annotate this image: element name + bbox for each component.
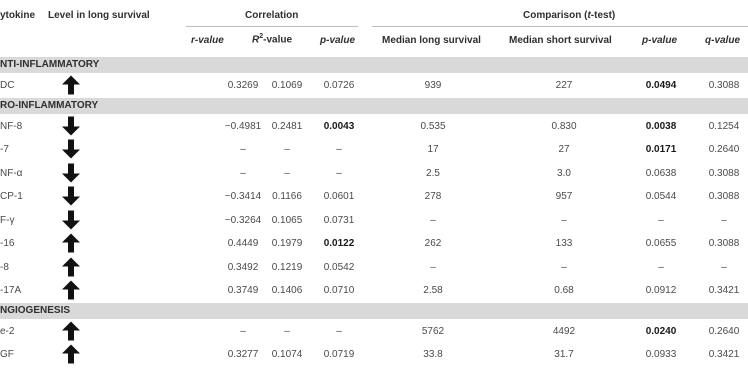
cell-q-value: 0.3088 xyxy=(708,80,740,91)
header-cytokine: ytokine xyxy=(0,10,36,21)
cell-median-short: 3.0 xyxy=(557,167,571,179)
header-q-value: q-value xyxy=(705,35,741,46)
cell-q-value: 0.3088 xyxy=(708,238,740,249)
arrow-up-icon xyxy=(62,257,80,277)
cell-p-value-corr: 0.0731 xyxy=(323,214,355,226)
cell-p-value-comp: – xyxy=(658,214,664,226)
arrow-up-icon xyxy=(62,233,80,253)
arrow-up-icon xyxy=(62,321,80,341)
arrow-down-icon xyxy=(62,186,80,206)
cell-r2-value: – xyxy=(284,167,290,179)
cell-median-short: 31.7 xyxy=(554,349,574,360)
cell-p-value-comp: 0.0240 xyxy=(645,325,677,337)
cell-q-value: – xyxy=(721,214,727,226)
cell-median-long: 17 xyxy=(427,144,439,155)
section-header xyxy=(0,98,748,114)
section-title: NGIOGENESIS xyxy=(0,304,71,316)
cell-p-value-comp: 0.0544 xyxy=(645,191,677,202)
cell-q-value: – xyxy=(721,261,727,273)
cell-p-value-corr: – xyxy=(336,325,342,337)
cell-median-long: 33.8 xyxy=(423,349,443,360)
cell-r-value: – xyxy=(240,325,246,337)
cell-median-short: 4492 xyxy=(552,325,576,337)
cell-r2-value: 0.1219 xyxy=(271,261,303,273)
table-row xyxy=(0,343,748,366)
cell-r-value: 0.4449 xyxy=(227,238,259,249)
cell-median-long: – xyxy=(430,214,436,226)
cell-r-value: −0.3414 xyxy=(224,191,262,202)
cell-r-value: 0.3269 xyxy=(227,80,259,91)
cell-cytokine: NF-8 xyxy=(0,120,23,132)
table-row xyxy=(0,320,748,343)
table-row xyxy=(0,115,748,138)
header-r2-value: $R^2$-value xyxy=(252,33,293,46)
header-median-long: Median long survival xyxy=(382,35,481,46)
header-correlation: Correlation xyxy=(245,10,299,21)
arrow-down-icon xyxy=(62,210,80,230)
table-row xyxy=(0,209,748,232)
section-header xyxy=(0,57,748,73)
cell-cytokine: GF xyxy=(0,349,14,360)
table-row xyxy=(0,279,748,302)
cell-median-long: 0.535 xyxy=(420,120,446,132)
cell-median-long: 2.58 xyxy=(423,285,443,296)
cell-r2-value: 0.1166 xyxy=(272,191,302,202)
cell-p-value-comp: 0.0494 xyxy=(645,80,677,91)
header-median-short: Median short survival xyxy=(509,35,612,46)
cell-median-long: 939 xyxy=(424,80,442,91)
cell-p-value-comp: 0.0638 xyxy=(645,167,677,179)
cell-cytokine: e-2 xyxy=(0,325,15,337)
cell-q-value: 0.2640 xyxy=(708,325,740,337)
cell-q-value: 0.3088 xyxy=(708,167,740,179)
table-row xyxy=(0,138,748,161)
section-title: RO-INFLAMMATORY xyxy=(0,99,99,111)
cell-p-value-corr: 0.0601 xyxy=(323,191,355,202)
cell-q-value: 0.3421 xyxy=(708,349,740,360)
cell-cytokine: CP-1 xyxy=(0,191,23,202)
cell-median-long: 278 xyxy=(424,191,442,202)
table-row xyxy=(0,185,748,208)
cell-median-short: 27 xyxy=(558,144,570,155)
cell-p-value-corr: 0.0043 xyxy=(323,120,355,132)
cell-cytokine: -8 xyxy=(0,261,9,273)
header-p-value-comp: p-value xyxy=(642,35,678,46)
section-header xyxy=(0,303,748,319)
cell-r2-value: 0.1069 xyxy=(271,80,303,91)
section-title: NTI-INFLAMMATORY xyxy=(0,59,100,70)
header-r-value: r-value xyxy=(191,35,224,46)
cell-cytokine: -17A xyxy=(0,285,22,296)
cell-p-value-corr: 0.0719 xyxy=(323,349,355,360)
cell-median-long: 262 xyxy=(424,238,442,249)
comparison-span-rule xyxy=(372,26,748,27)
cell-p-value-corr: – xyxy=(336,167,342,179)
cell-p-value-comp: 0.0912 xyxy=(645,285,677,296)
arrow-up-icon xyxy=(62,75,80,95)
cell-q-value: 0.3088 xyxy=(708,191,740,202)
cell-cytokine: NF-α xyxy=(0,167,23,179)
table-row xyxy=(0,162,748,185)
cell-median-long: 5762 xyxy=(421,325,445,337)
arrow-up-icon xyxy=(62,344,80,364)
cell-p-value-comp: – xyxy=(658,261,664,273)
cell-r2-value: – xyxy=(284,325,290,337)
cell-r2-value: – xyxy=(284,144,290,155)
cell-p-value-corr: 0.0726 xyxy=(323,80,355,91)
cell-r2-value: 0.1979 xyxy=(271,238,303,249)
cell-r-value: – xyxy=(240,144,246,155)
arrow-up-icon xyxy=(62,280,80,300)
arrow-down-icon xyxy=(62,116,80,136)
cell-r2-value: 0.1074 xyxy=(271,349,303,360)
cell-cytokine: -16 xyxy=(0,238,15,249)
cell-median-short: 0.68 xyxy=(554,285,574,296)
cell-r-value: −0.4981 xyxy=(224,120,262,132)
cell-cytokine: DC xyxy=(0,80,15,91)
cell-median-long: – xyxy=(430,261,436,273)
cell-r-value: – xyxy=(240,167,246,179)
cell-r-value: 0.3749 xyxy=(227,285,259,296)
correlation-span-rule xyxy=(186,26,358,27)
table-row xyxy=(0,232,748,255)
cell-r-value: 0.3492 xyxy=(227,261,259,273)
cell-r2-value: 0.1065 xyxy=(271,214,303,226)
cell-r2-value: 0.2481 xyxy=(271,120,303,132)
cell-p-value-corr: 0.0710 xyxy=(323,285,355,296)
cell-median-short: – xyxy=(561,214,567,226)
cell-p-value-corr: – xyxy=(336,144,342,155)
cell-p-value-corr: 0.0122 xyxy=(323,238,355,249)
cell-median-short: – xyxy=(561,261,567,273)
cell-q-value: 0.3421 xyxy=(708,285,740,296)
cell-r-value: 0.3277 xyxy=(227,349,259,360)
cell-median-short: 133 xyxy=(555,238,573,249)
cell-r2-value: 0.1406 xyxy=(271,285,303,296)
cell-median-long: 2.5 xyxy=(426,167,440,179)
arrow-down-icon xyxy=(62,163,80,183)
cell-p-value-comp: 0.0171 xyxy=(645,144,677,155)
cell-q-value: 0.1254 xyxy=(708,120,740,132)
cell-q-value: 0.2640 xyxy=(708,144,740,155)
header-p-value-corr: p-value xyxy=(320,35,356,46)
cell-r-value: −0.3264 xyxy=(224,214,262,226)
cell-cytokine: -7 xyxy=(0,144,9,155)
cell-p-value-comp: 0.0038 xyxy=(645,120,677,132)
cell-cytokine: F-γ xyxy=(0,214,15,226)
cell-p-value-comp: 0.0933 xyxy=(645,349,677,360)
header-level: Level in long survival xyxy=(48,10,150,21)
cell-median-short: 0.830 xyxy=(551,120,577,132)
arrow-down-icon xyxy=(62,139,80,159)
table-row xyxy=(0,74,748,97)
table-row xyxy=(0,256,748,279)
cell-p-value-comp: 0.0655 xyxy=(645,238,677,249)
cell-median-short: 957 xyxy=(555,191,573,202)
cell-p-value-corr: 0.0542 xyxy=(323,261,355,273)
header-comparison: Comparison (t-test) xyxy=(523,10,616,21)
cell-median-short: 227 xyxy=(555,80,573,91)
